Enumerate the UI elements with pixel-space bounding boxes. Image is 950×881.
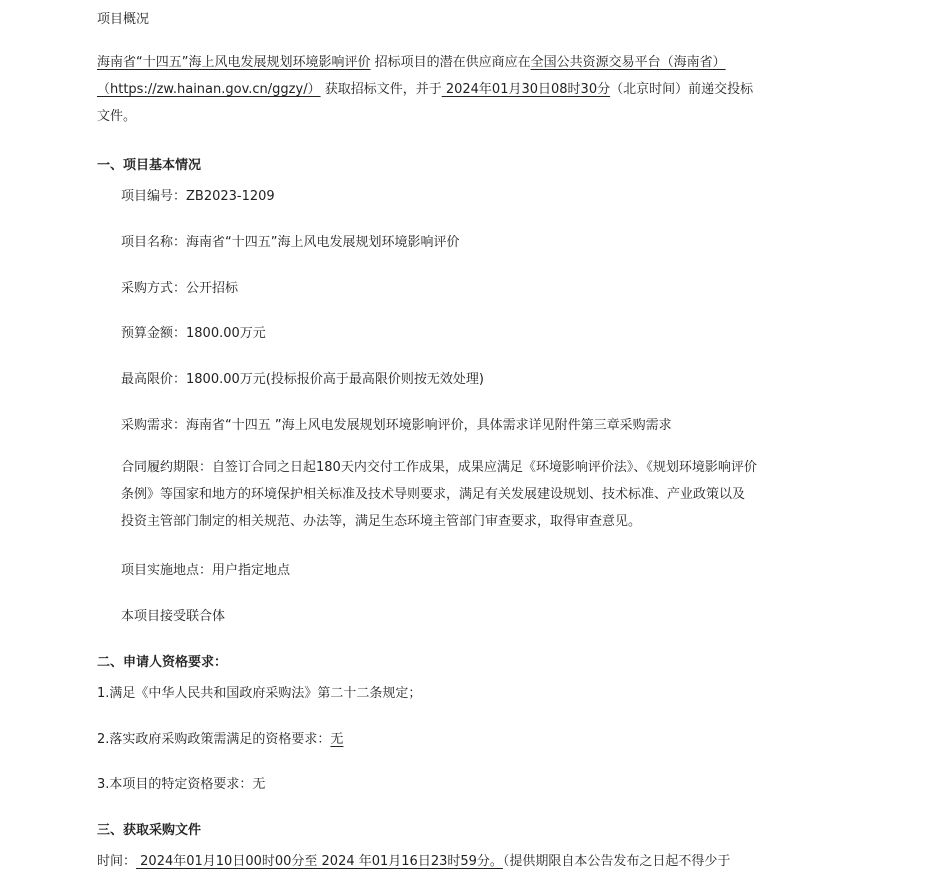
intro-text-3: （北京时间）前递交投标文件。	[97, 82, 754, 124]
section1-heading: 一、项目基本情况	[97, 158, 202, 173]
procurement-method: 采购方式：公开招标	[121, 281, 239, 296]
intro-text-1: 招标项目的潜在供应商应在	[370, 55, 531, 70]
qualification-item-2-value: 无	[330, 732, 344, 747]
acquisition-time-value: 2024年01月10日00时00分至 2024 年01月16日23时59分。	[136, 854, 503, 869]
project-number: 项目编号：ZB2023-1209	[121, 189, 275, 204]
platform-link[interactable]: 全国公共资源交易平台（海南省）（https://zw.hainan.gov.cn/ggzy/）	[97, 55, 726, 97]
section2-heading: 二、申请人资格要求：	[97, 655, 228, 670]
overview-heading: 项目概况	[97, 12, 150, 27]
consortium-note: 本项目接受联合体	[121, 609, 226, 624]
qualification-item-1: 1.满足《中华人民共和国政府采购法》第二十二条规定；	[97, 686, 422, 701]
section3-heading: 三、获取采购文件	[97, 823, 202, 838]
budget-amount: 预算金额：1800.00万元	[121, 326, 266, 341]
acquisition-time-label: 时间：	[97, 854, 137, 869]
acquisition-time	[97, 850, 730, 869]
qualification-item-2-label: 2.落实政府采购政策需满足的资格要求：	[97, 732, 331, 747]
implementation-location: 项目实施地点：用户指定地点	[121, 563, 291, 578]
max-price: 最高限价：1800.00万元(投标报价高于最高限价则按无效处理)	[121, 372, 484, 387]
intro-paragraph	[97, 49, 757, 130]
acquisition-time-note: （提供期限自本公告发布之日起不得少于	[502, 854, 731, 869]
project-name: 项目名称：海南省“十四五”海上风电发展规划环境影响评价	[121, 235, 460, 250]
procurement-requirement: 采购需求：海南省“十四五 ”海上风电发展规划环境影响评价，具体需求详见附件第三章采购需求	[121, 418, 672, 433]
qualification-item-3: 3.本项目的特定资格要求：无	[97, 777, 266, 792]
contract-period: 合同履约期限：自签订合同之日起180天内交付工作成果，成果应满足《环境影响评价法》、《规划环境影响评价条例》等国家和地方的环境保护相关标准及技术导则要求，满足有关发展建设规划、技术标准、产业政策以及投资主管部门制定的相关规范、办法等，满足生态环境主管部门审查要求，取得审查意见。	[121, 460, 757, 529]
qualification-item-2	[97, 728, 343, 747]
bid-deadline: 2024年01月30日08时30分	[441, 82, 611, 97]
project-name-link[interactable]: 海南省“十四五”海上风电发展规划环境影响评价	[97, 55, 371, 70]
intro-text-2: 获取招标文件，并于	[320, 82, 442, 97]
